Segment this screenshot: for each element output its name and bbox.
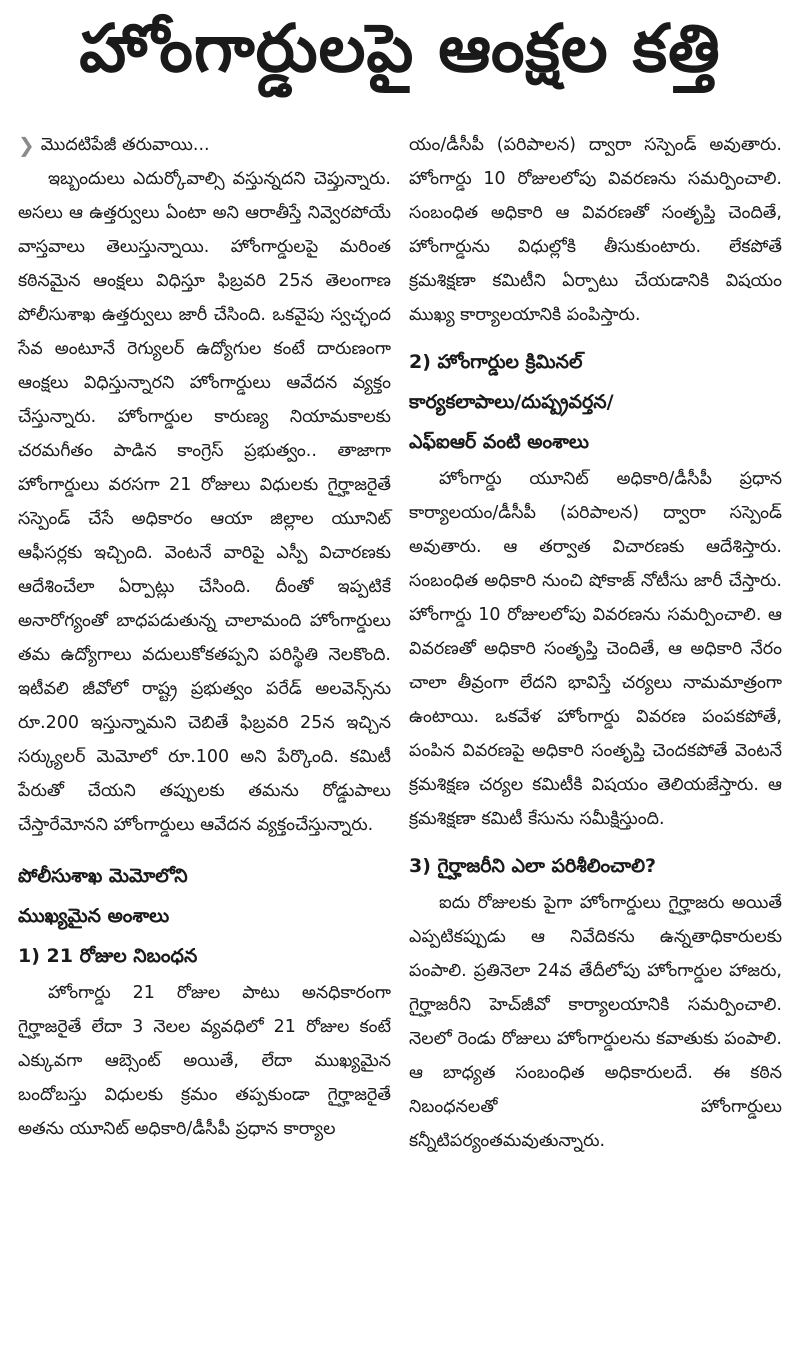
continued-marker [18, 128, 391, 162]
intro-paragraph: ఇబ్బందులు ఎదుర్కోవాల్సి వస్తున్నదని చెప్తున్నారు. అసలు ఆ ఉత్తర్వులు ఏంటా అని ఆరాతీస్తే నివ్వెరపోయే వాస్తవాలు తెలుస్తున్నాయి. హోంగార్డులపై మరింత కఠినమైన ఆంక్షలు విధిస్తూ ఫిబ్రవరి 25న తెలంగాణ పోలీసుశాఖ ఉత్తర్వులు జారీ చేసింది. ఒకవైపు స్వచ్ఛంద సేవ అంటూనే రెగ్యులర్ ఉద్యోగుల కంటే దారుణంగా ఆంక్షలు విధిస్తున్నారని హోంగార్డులు ఆవేదన వ్యక్తం చేస్తున్నారు. హోంగార్డుల కారుణ్య నియామకాలకు చరమగీతం పాడిన కాంగ్రెస్ ప్రభుత్వం.. తాజాగా హోంగార్డులు వరసగా 21 రోజులు విధులకు గైర్హాజరైతే సస్పెండ్ చేసే అధికారం ఆయా జిల్లాల యూనిట్ ఆఫీసర్లకు ఇచ్చింది. వెంటనే వారిపై ఎస్పీ విచారణకు ఆదేశించేలా ఏర్పాట్లు చేసింది. దీంతో ఇప్పటికే అనారోగ్యంతో బాధపడుతున్న చాలామంది హోంగార్డులు తమ ఉద్యోగాలు వదులుకోకతప్పని పరిస్థితి నెలకొంది. ఇటీవలి జీవోలో రాష్ట్ర ప్రభుత్వం పరేడ్ అలవెన్స్‌ను రూ.200 ఇస్తున్నామని చెబితే ఫిబ్రవరి 25న ఇచ్చిన సర్క్యులర్ మెమోలో రూ.100 అని పేర్కొంది. కమిటీ పేరుతో చేయని తప్పులకు తమను రోడ్డుపాలు చేస్తారేమోనని హోంగార్డులు ఆవేదన వ్యక్తంచేస్తున్నారు. [18, 169, 391, 835]
section2-title-line2: కార్యకలాపాలు/దుష్ప్రవర్తన/ [409, 391, 614, 413]
section3-title: 3) గైర్హాజరీని ఎలా పరిశీలించాలి? [409, 855, 657, 877]
memo-heading-line2: ముఖ్యమైన అంశాలు [18, 905, 170, 927]
article-columns [18, 128, 782, 1158]
section2-body: హోంగార్డు యూనిట్ అధికారి/డీసీపీ ప్రధాన కార్యాలయం/డీసీపీ (పరిపాలన) ద్వారా సస్పెండ్ అవుతారు. ఆ తర్వాత విచారణకు ఆదేశిస్తారు. సంబంధిత అధికారి నుంచి షోకాజ్ నోటీసు జారీ చేస్తారు. హోంగార్డు 10 రోజులలోపు వివరణను సమర్పించాలి. ఆ వివరణతో అధికారి సంతృప్తి చెందితే, ఆ అధికారి నేరం చాలా తీవ్రంగా లేదని భావిస్తే చర్యలు నామమాత్రంగా ఉంటాయి. ఒకవేళ హోంగార్డు వివరణ పంపకపోతే, పంపిన వివరణపై అధికారి సంతృప్తి చెందకపోతే వెంటనే క్రమశిక్షణ చర్యల కమిటీకి విషయం తెలియజేస్తారు. ఆ క్రమశిక్షణా కమిటీ కేసును సమీక్షిస్తుంది. [409, 469, 782, 829]
left-column [18, 128, 391, 1158]
headline: హోంగార్డులపై ఆంక్షల కత్తి [79, 10, 721, 87]
spacer [18, 842, 391, 856]
continued-paragraph: యం/డీసీపీ (పరిపాలన) ద్వారా సస్పెండ్ అవుతారు. హోంగార్డు 10 రోజులలోపు వివరణను సమర్పించాలి. సంబంధిత అధికారి ఆ వివరణతో సంతృప్తి చెందితే, హోంగార్డును విధుల్లోకి తీసుకుంటారు. లేకపోతే క్రమశిక్షణా కమిటీని ఏర్పాటు చేయడానికి విషయం ముఖ్య కార్యాలయానికి పంపిస్తారు. [409, 135, 782, 325]
right-column [409, 128, 782, 1158]
continued-label: మొదటిపేజీ తరువాయి... [40, 135, 210, 155]
section2-title-line3: ఎఫ్ఐఆర్ వంటి అంశాలు [409, 431, 589, 453]
chevron-right-icon: ❯ [18, 133, 35, 157]
section1-title: 1) 21 రోజుల నిబంధన [18, 945, 198, 967]
section1-body: హోంగార్డు 21 రోజుల పాటు అనధికారంగా గైర్హాజరైతే లేదా 3 నెలల వ్యవధిలో 21 రోజుల కంటే ఎక్కువగా ఆబ్సెంట్ అయితే, లేదా ముఖ్యమైన బందోబస్తు విధులకు క్రమం తప్పకుండా గైర్హాజరైతే అతను యూనిట్ అధికారి/డీసీపీ ప్రధాన కార్యాల [18, 983, 391, 1139]
memo-heading-line1: పోలీసుశాఖ మెమోలోని [18, 865, 188, 887]
section3-body: ఐదు రోజులకు పైగా హోంగార్డులు గైర్హాజరు అయితే ఎప్పటికప్పుడు ఆ నివేదికను ఉన్నతాధికారులకు పంపాలి. ప్రతినెలా 24వ తేదీలోపు హోంగార్డుల హాజరు, గైర్హాజరీని హెచ్‌జీవో కార్యాలయానికి సమర్పించాలి. నెలలో రెండు రోజులు హోంగార్డులను కవాతుకు పంపాలి. ఆ బాధ్యత సంబంధిత అధికారులదే. ఈ కఠిన నిబంధనలతో హోంగార్డులు కన్నీటిపర్యంతమవుతున్నారు. [409, 893, 782, 1151]
section2-title-line1: 2) హోంగార్డుల క్రిమినల్ [409, 351, 583, 373]
